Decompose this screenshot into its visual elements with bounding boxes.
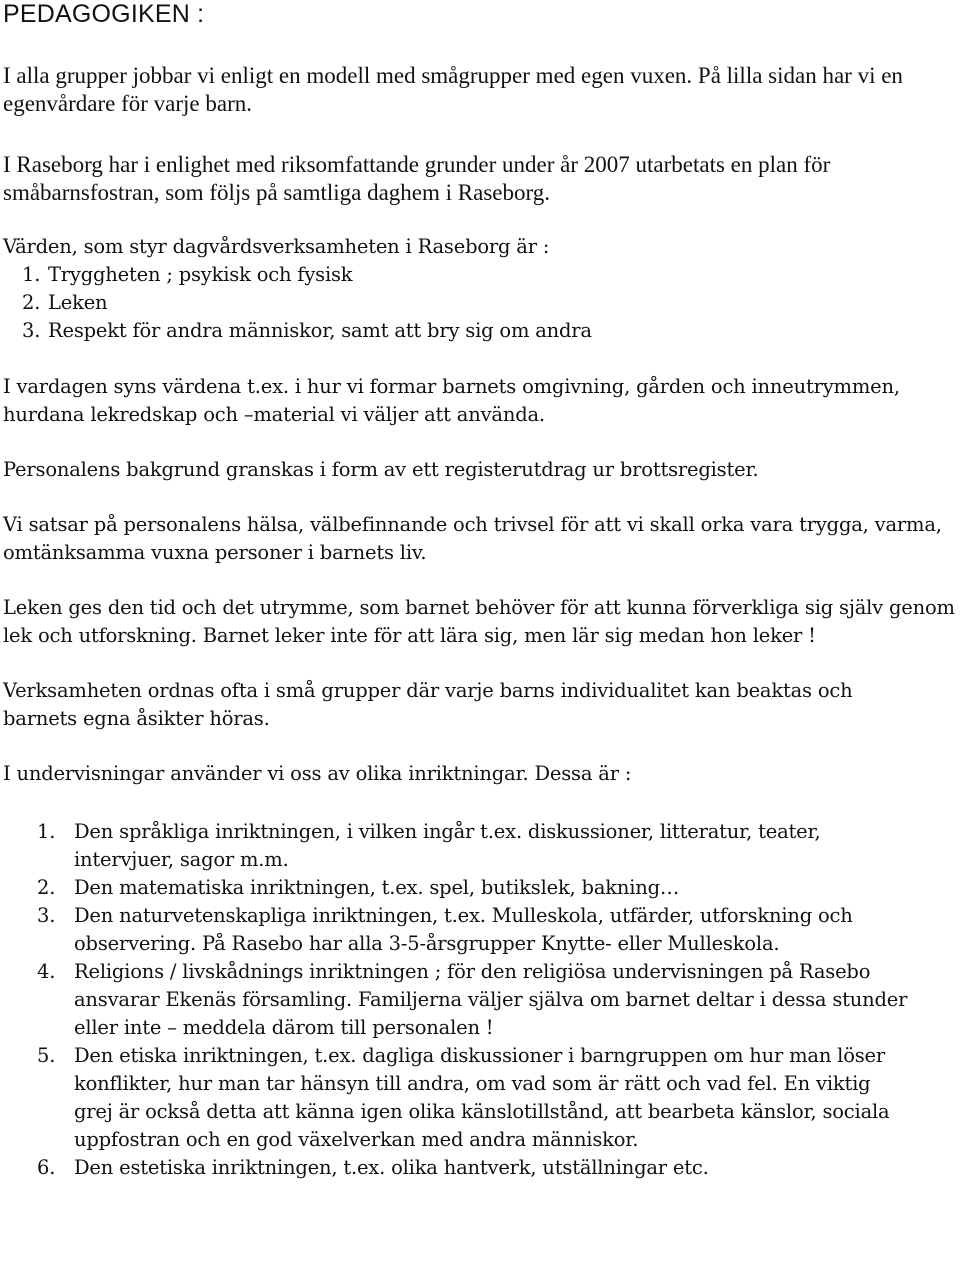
list-number: 3. <box>22 319 41 342</box>
spacer <box>3 118 957 151</box>
list-item <box>0 289 957 317</box>
list-text: Den estetiska inriktningen, t.ex. olika hantverk, utställningar etc. <box>74 1156 709 1179</box>
list-item <box>0 261 957 289</box>
list-item <box>3 818 908 874</box>
list-number: 1. <box>22 263 41 286</box>
list-text: Den språkliga inriktningen, i vilken ingår t.ex. diskussioner, litteratur, teater, intervjuer, sagor m.m. <box>74 820 821 871</box>
list-item <box>3 1042 908 1154</box>
list-text: Leken <box>48 291 108 314</box>
paragraph-teaching: I undervisningar använder vi oss av olika inriktningar. Dessa är : <box>3 762 632 785</box>
paragraph-health: Vi satsar på personalens hälsa, välbefinnande och trivsel för att vi skall orka vara trygga, varma, omtänksamma vuxna personer i barnets liv. <box>3 513 942 564</box>
list-number: 1. <box>37 820 56 843</box>
list-number: 3. <box>37 904 56 927</box>
paragraph-background: Personalens bakgrund granskas i form av ett registerutdrag ur brottsregister. <box>3 458 759 481</box>
orientations-list <box>3 818 908 1182</box>
list-item <box>0 317 957 345</box>
spacer <box>3 345 957 373</box>
spacer <box>3 207 957 233</box>
list-text: Respekt för andra människor, samt att bry sig om andra <box>48 319 592 342</box>
spacer <box>3 484 957 511</box>
list-text: Den matematiska inriktningen, t.ex. spel, butikslek, bakning… <box>74 876 680 899</box>
list-text: Den naturvetenskapliga inriktningen, t.ex. Mulleskola, utfärder, utforskning och observering. På Rasebo har alla 3-5-årsgrupper Knytte- eller Mulleskola. <box>74 904 853 955</box>
paragraph-play: Leken ges den tid och det utrymme, som barnet behöver för att kunna förverkliga sig själv genom lek och utforskning. Barnet leker inte för att lära sig, men lär sig medan hon leker ! <box>3 596 955 647</box>
intro-paragraph-2: I Raseborg har i enlighet med riksomfattande grunder under år 2007 utarbetats en plan för småbarnsfostran, som följs på samtliga daghem i Raseborg. <box>3 152 831 205</box>
spacer <box>3 788 957 818</box>
list-text: Tryggheten ; psykisk och fysisk <box>48 263 353 286</box>
document-page <box>3 0 957 1182</box>
list-text: Den etiska inriktningen, t.ex. dagliga diskussioner i barngruppen om hur man löser konflikter, hur man tar hänsyn till andra, om vad som är rätt och vad fel. En viktig grej är också detta att känna igen olika känslotillstånd, att bearbeta känslor, sociala uppfostran och en god växelverkan med andra människor. <box>74 1044 890 1151</box>
page-title: PEDAGOGIKEN : <box>3 0 205 28</box>
list-item <box>3 958 908 1042</box>
list-text: Religions / livskådnings inriktningen ; för den religiösa undervisningen på Rasebo ansvarar Ekenäs församling. Familjerna väljer själva om barnet deltar i dessa stunder eller inte – meddela därom till personalen ! <box>74 960 908 1039</box>
paragraph-groups: Verksamheten ordnas ofta i små grupper där varje barns individualitet kan beaktas och barnets egna åsikter höras. <box>3 679 853 730</box>
spacer <box>3 650 957 677</box>
values-list <box>0 261 957 345</box>
values-intro: Värden, som styr dagvårdsverksamheten i Raseborg är : <box>3 235 550 258</box>
list-number: 4. <box>37 960 56 983</box>
list-number: 2. <box>22 291 41 314</box>
spacer <box>3 733 957 760</box>
intro-paragraph-1: I alla grupper jobbar vi enligt en modell med smågrupper med egen vuxen. På lilla sidan har vi en egenvårdare för varje barn. <box>3 63 903 116</box>
list-item <box>3 874 908 902</box>
list-number: 6. <box>37 1156 56 1179</box>
spacer <box>3 28 957 62</box>
list-number: 5. <box>37 1044 56 1067</box>
paragraph-everyday: I vardagen syns värdena t.ex. i hur vi formar barnets omgivning, gården och inneutrymmen, hurdana lekredskap och –material vi väljer att använda. <box>3 375 900 426</box>
spacer <box>3 567 957 594</box>
list-item <box>3 902 908 958</box>
spacer <box>3 429 957 456</box>
list-item <box>3 1154 908 1182</box>
list-number: 2. <box>37 876 56 899</box>
